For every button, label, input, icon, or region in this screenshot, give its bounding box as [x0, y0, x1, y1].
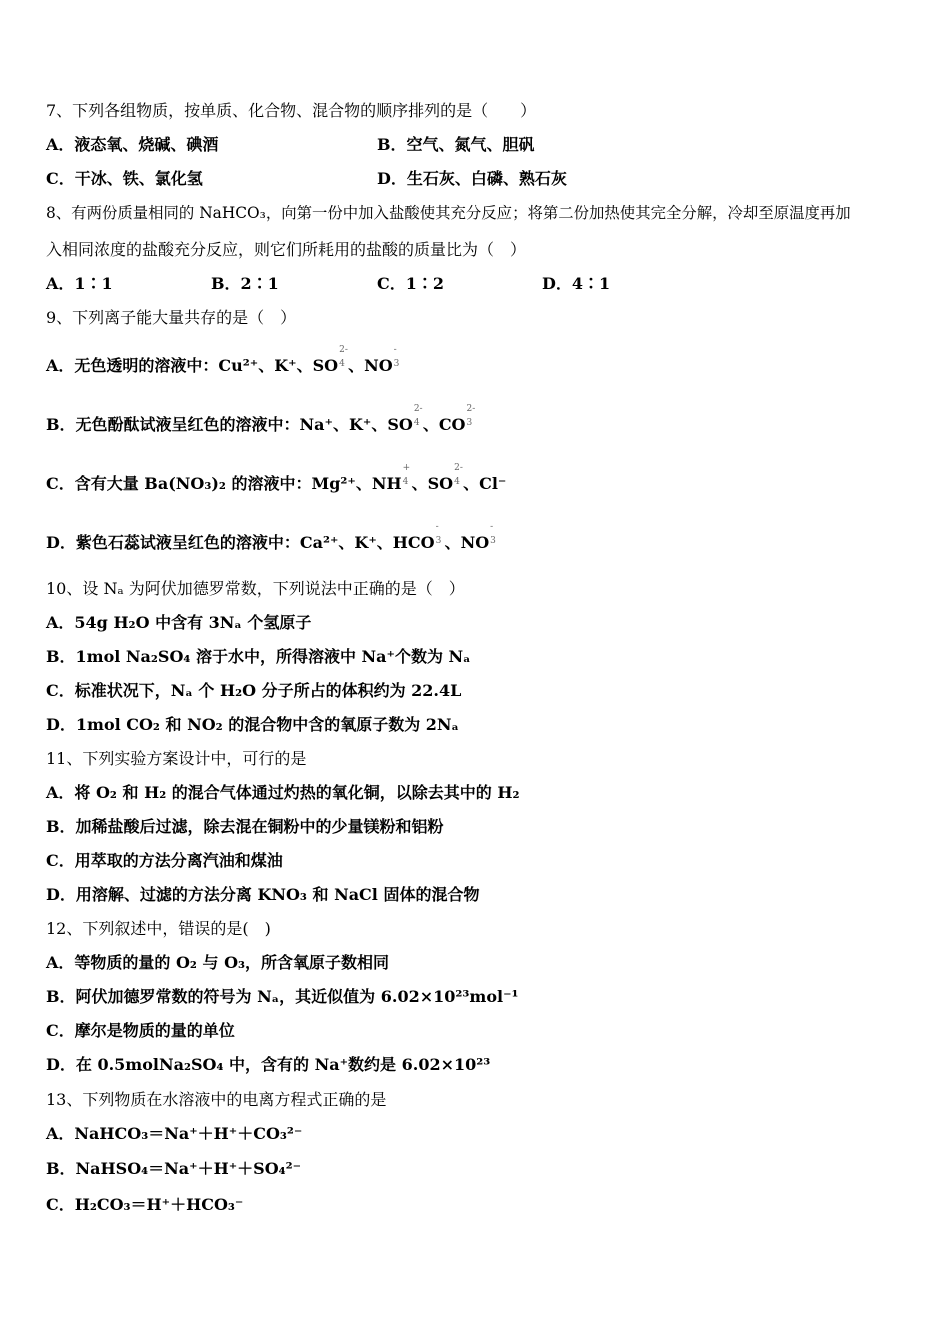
question-8-stem-line2: 入相同浓度的盐酸充分反应，则它们所耗用的盐酸的质量比为（ ）: [46, 240, 527, 259]
question-10-stem: 10、设 Nₐ 为阿伏加德罗常数，下列说法中正确的是（ ）: [46, 579, 465, 598]
sulfate-charge-stack: [338, 344, 348, 377]
option-c-mid: 、SO: [411, 474, 454, 493]
charge-label: 2-: [339, 344, 348, 355]
option-d-text: D．紫色石蕊试液呈红色的溶液中：Ca²⁺、K⁺、HCO: [46, 533, 435, 552]
ammonium-charge-stack: [402, 462, 412, 495]
subscript-label: 4: [402, 476, 409, 487]
option-b-text: B．无色酚酞试液呈红色的溶液中：Na⁺、K⁺、SO: [46, 415, 413, 434]
option-a-text: A．无色透明的溶液中：Cu²⁺、K⁺、SO: [46, 356, 339, 375]
subscript-label: 3: [435, 535, 442, 546]
question-7-option-c: C．干冰、铁、氯化氢: [46, 169, 203, 188]
question-8-option-c: C．1∶2: [377, 274, 445, 293]
question-13-option-b: B．NaHSO₄＝Na⁺＋H⁺＋SO₄²⁻: [46, 1159, 302, 1178]
question-7-option-a: A．液态氧、烧碱、碘酒: [46, 135, 219, 154]
question-12-option-a: A．等物质的量的 O₂ 与 O₃，所含氧原子数相同: [46, 953, 390, 972]
subscript-label: 4: [339, 358, 345, 369]
charge-label: 2-: [466, 403, 476, 414]
question-9-option-b: [46, 403, 476, 436]
question-7-stem: 7、下列各组物质，按单质、化合物、混合物的顺序排列的是（ ）: [46, 101, 537, 120]
question-7-option-d: D．生石灰、白磷、熟石灰: [377, 169, 567, 188]
bicarbonate-charge-stack: [435, 521, 445, 554]
question-8-option-d: D．4∶1: [542, 274, 611, 293]
charge-label: +: [402, 462, 411, 473]
question-13-stem: 13、下列物质在水溶液中的电离方程式正确的是: [46, 1090, 387, 1109]
option-d-tail: 、NO: [444, 533, 490, 552]
question-11-stem: 11、下列实验方案设计中，可行的是: [46, 749, 307, 768]
question-11-option-a: A．将 O₂ 和 H₂ 的混合气体通过灼热的氧化铜，以除去其中的 H₂: [46, 783, 520, 802]
nitrate-charge-stack: [489, 521, 499, 554]
question-8-stem-line1: 8、有两份质量相同的 NaHCO₃，向第一份中加入盐酸使其充分反应；将第二份加热使其完全分解，冷却至原温度再加: [46, 204, 851, 222]
question-7-option-b: B．空气、氮气、胆矾: [377, 135, 535, 154]
option-a-tail: 、NO: [348, 356, 393, 375]
charge-label: 2-: [454, 462, 463, 473]
question-13-option-a: A．NaHCO₃＝Na⁺＋H⁺＋CO₃²⁻: [46, 1124, 303, 1143]
question-11-option-b: B．加稀盐酸后过滤，除去混在铜粉中的少量镁粉和铝粉: [46, 817, 444, 836]
nitrate-charge-stack: [393, 344, 403, 377]
question-13-option-c: C．H₂CO₃＝H⁺＋HCO₃⁻: [46, 1195, 244, 1214]
option-c-tail: 、Cl⁻: [463, 474, 507, 493]
subscript-label: 3: [393, 358, 400, 369]
question-12-option-c: C．摩尔是物质的量的单位: [46, 1021, 235, 1040]
question-11-option-c: C．用萃取的方法分离汽油和煤油: [46, 851, 283, 870]
option-c-text: C．含有大量 Ba(NO₃)₂ 的溶液中：Mg²⁺、NH: [46, 474, 402, 493]
question-8-option-a: A．1∶1: [46, 274, 113, 293]
question-12-option-d: D．在 0.5molNa₂SO₄ 中，含有的 Na⁺数约是 6.02×10²³: [46, 1055, 491, 1074]
question-11-option-d: D．用溶解、过滤的方法分离 KNO₃ 和 NaCl 固体的混合物: [46, 885, 480, 904]
question-12-stem: 12、下列叙述中，错误的是( ): [46, 919, 271, 938]
charge-label: -: [435, 521, 439, 532]
question-10-option-b: B．1mol Na₂SO₄ 溶于水中，所得溶液中 Na⁺个数为 Nₐ: [46, 647, 471, 666]
subscript-label: 4: [413, 417, 420, 428]
question-9-option-c: [46, 462, 507, 495]
question-9-option-d: [46, 521, 499, 554]
charge-label: -: [490, 521, 494, 532]
carbonate-charge-stack: [466, 403, 476, 436]
sulfate-charge-stack: [453, 462, 463, 495]
sulfate-charge-stack: [413, 403, 423, 436]
question-10-option-d: D．1mol CO₂ 和 NO₂ 的混合物中含的氧原子数为 2Nₐ: [46, 715, 460, 734]
charge-label: -: [393, 344, 397, 355]
option-b-tail: 、CO: [422, 415, 466, 434]
question-8-option-b: B．2∶1: [211, 274, 279, 293]
charge-label: 2-: [413, 403, 423, 414]
question-10-option-a: A．54g H₂O 中含有 3Nₐ 个氢原子: [46, 613, 312, 632]
subscript-label: 3: [490, 535, 496, 546]
question-12-option-b: B．阿伏加德罗常数的符号为 Nₐ，其近似值为 6.02×10²³mol⁻¹: [46, 987, 519, 1006]
subscript-label: 3: [466, 417, 473, 428]
question-9-option-a: [46, 344, 403, 377]
question-10-option-c: C．标准状况下，Nₐ 个 H₂O 分子所占的体积约为 22.4L: [46, 681, 462, 700]
question-9-stem: 9、下列离子能大量共存的是（ ）: [46, 308, 297, 327]
subscript-label: 4: [454, 476, 460, 487]
